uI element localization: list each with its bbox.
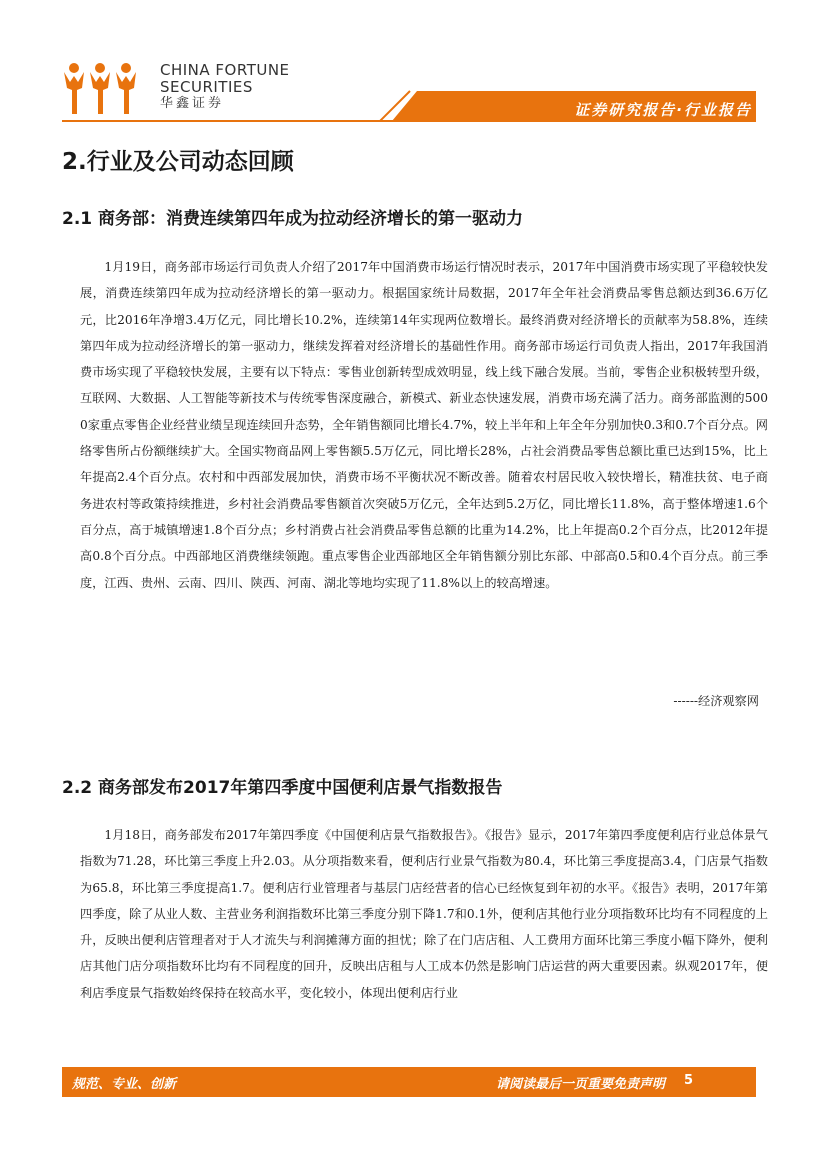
page-number: 5 bbox=[684, 1073, 694, 1088]
brand-english-line2: SECURITIES bbox=[160, 77, 253, 96]
brand-chinese: 华鑫证券 bbox=[160, 96, 225, 111]
report-type-label: 证券研究报告·行业报告 bbox=[574, 101, 752, 119]
section-title: 2.行业及公司动态回顾 bbox=[62, 149, 294, 175]
paragraph-2-2: 1月18日，商务部发布2017年第四季度《中国便利店景气指数报告》。《报告》显示，2017年第四季度便利店行业总体景气指数为71.28，环比第三季度上升2.03。从分项指数来看，便利店行业景气指数为80.4，环比第三季度提高3.4，门店景气指数为65.8，环比第三季度提高1.7。便利店行业管理者与基层门店经营者的信心已经恢复到年初的水平。《报告》表明，2017年第四季度，除了从业人数、主营业务利润指数环比第三季度分别下降1.7和0.1外，便利店其他行业分项指数环比均有不同程度的上升，反映出便利店管理者对于人才流失与利润摊薄方面的担忧；除了在门店店租、人工费用方面环比第三季度小幅下降外，便利店其他门店分项指数环比均有不同程度的回升，反映出店租与人工成本仍然是影响门店运营的两大重要因素。纵观2017年，便利店季度景气指数始终保持在较高水平，变化较小，体现出便利店行业 bbox=[80, 828, 768, 1000]
paragraph-2-1: 1月19日，商务部市场运行司负责人介绍了2017年中国消费市场运行情况时表示，2017年中国消费市场实现了平稳较快发展，消费连续第四年成为拉动经济增长的第一驱动力。根据国家统计局数据，2017年全年社会消费品零售总额达到36.6万亿元，比2016年净增3.4万亿元，同比增长10.2%，连续第14年实现两位数增长。最终消费对经济增长的贡献率为58.8%，连续第四年成为拉动经济增长的第一驱动力，继续发挥着对经济增长的基础性作用。商务部市场运行司负责人指出，2017年我国消费市场实现了平稳较快发展，主要有以下特点：零售业创新转型成效明显，线上线下融合发展。当前，零售企业积极转型升级，互联网、大数据、人工智能等新技术与传统零售深度融合，新模式、新业态快速发展，消费市场充满了活力。商务部监测的5000家重点零售企业经营业绩呈现连续回升态势，全年销售额同比增长4.7%，较上半年和上年全年分别加快0.3和0.7个百分点。网络零售所占份额继续扩大。全国实物商品网上零售额5.5万亿元，同比增长28%，占社会消费品零售总额比重已达到15%，比上年提高2.4个百分点。农村和中西部发展加快，消费市场不平衡状况不断改善。随着农村居民收入较快增长，精准扶贫、电子商务进农村等政策持续推进，乡村社会消费品零售额首次突破5万亿元，全年达到5.2万亿，同比增长11.8%，高于整体增速1.6个百分点，高于城镇增速1.8个百分点；乡村消费占社会消费品零售总额的比重为14.2%，比上年提高0.2个百分点，比2012年提高0.8个百分点。中西部地区消费继续领跑。重点零售企业西部地区全年销售额分别比东部、中部高0.5和0.4个百分点。前三季度，江西、贵州、云南、四川、陕西、河南、湖北等地均实现了11.8%以上的较高增速。 bbox=[80, 260, 768, 590]
brand-english-line1: CHINA FORTUNE bbox=[160, 61, 290, 79]
subsection-title-2-2: 2.2 商务部发布2017年第四季度中国便利店景气指数报告 bbox=[62, 778, 503, 798]
source-attribution: ------经济观察网 bbox=[673, 694, 759, 708]
footer-slogan: 规范、专业、创新 bbox=[72, 1077, 177, 1092]
footer-disclaimer: 请阅读最后一页重要免责声明 bbox=[495, 1077, 665, 1092]
subsection-title-2-1: 2.1 商务部：消费连续第四年成为拉动经济增长的第一驱动力 bbox=[62, 209, 524, 229]
